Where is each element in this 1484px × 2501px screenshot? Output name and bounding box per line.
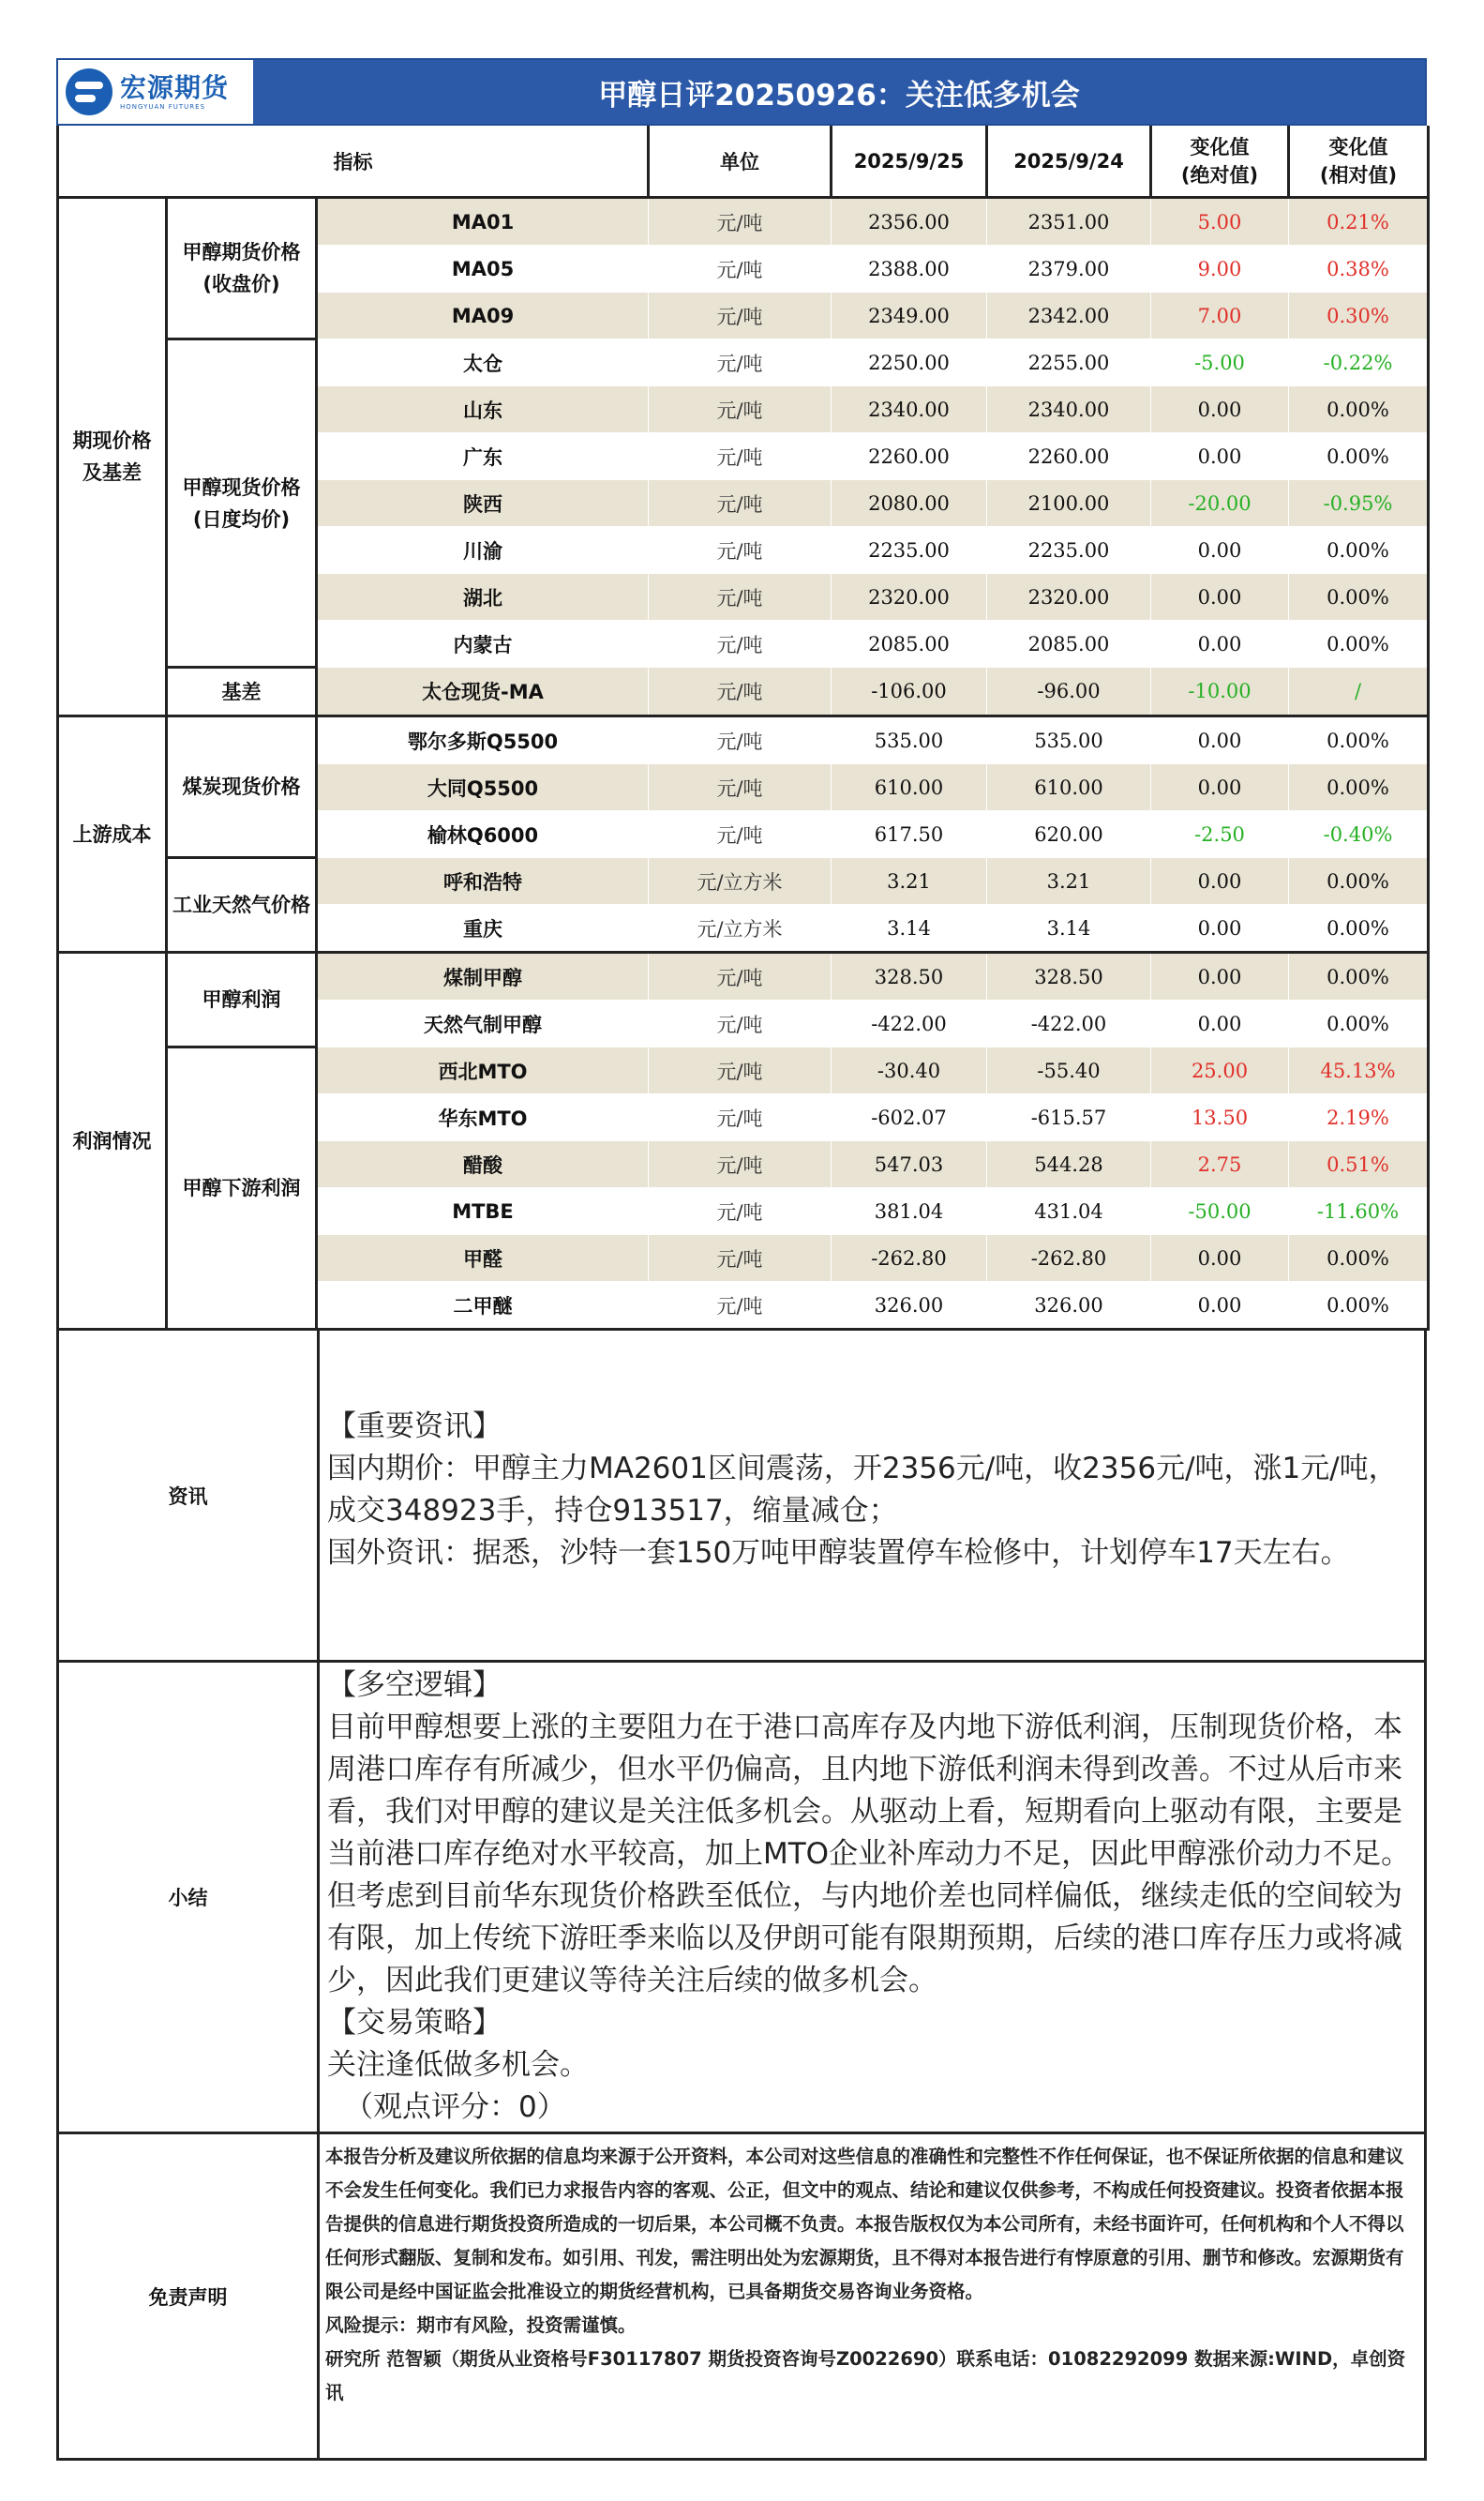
row-value-date1: 3.21 [832,858,987,905]
row-value-date2: -55.40 [987,1047,1151,1094]
row-value-date1: -602.07 [832,1094,987,1141]
row-rel-change: -0.22% [1289,339,1429,386]
row-abs-change: 7.00 [1151,293,1289,339]
row-name: 湖北 [317,574,649,621]
row-abs-change: -20.00 [1151,480,1289,527]
row-value-date2: 620.00 [987,811,1151,858]
row-rel-change: 0.00% [1289,764,1429,811]
row-rel-change: -11.60% [1289,1188,1429,1235]
header-date2: 2025/9/24 [987,127,1151,198]
row-unit: 元/吨 [649,953,832,1001]
row-value-date2: 2100.00 [987,480,1151,527]
row-rel-change: -0.95% [1289,480,1429,527]
row-value-date1: 381.04 [832,1188,987,1235]
row-value-date1: 3.14 [832,905,987,953]
row-rel-change: -0.40% [1289,811,1429,858]
row-unit: 元/吨 [649,668,832,716]
row-value-date2: -262.80 [987,1235,1151,1282]
row-value-date2: 535.00 [987,716,1151,764]
row-abs-change: 0.00 [1151,527,1289,574]
row-abs-change: 0.00 [1151,905,1289,953]
row-unit: 元/吨 [649,386,832,433]
row-unit: 元/吨 [649,716,832,764]
row-abs-change: 5.00 [1151,198,1289,246]
row-value-date2: 2379.00 [987,246,1151,293]
row-unit: 元/吨 [649,574,832,621]
row-name: 太仓 [317,339,649,386]
row-value-date1: 2349.00 [832,293,987,339]
row-value-date2: -422.00 [987,1001,1151,1047]
row-unit: 元/立方米 [649,905,832,953]
row-value-date2: 3.21 [987,858,1151,905]
header-indicator: 指标 [58,127,649,198]
summary-line: 【多空逻辑】 [327,1668,502,1702]
row-rel-change: 0.00% [1289,621,1429,668]
row-name: 重庆 [317,905,649,953]
row-unit: 元/吨 [649,1282,832,1330]
row-value-date1: 2356.00 [832,198,987,246]
row-unit: 元/吨 [649,339,832,386]
row-name: 鄂尔多斯Q5500 [317,716,649,764]
subgroup-label: 甲醇下游利润 [167,1047,317,1330]
header-abs-change: 变化值 (绝对值) [1151,127,1289,198]
row-value-date1: 2085.00 [832,621,987,668]
row-unit: 元/吨 [649,1141,832,1188]
row-value-date1: 328.50 [832,953,987,1001]
row-name: 大同Q5500 [317,764,649,811]
row-value-date1: 2080.00 [832,480,987,527]
row-unit: 元/吨 [649,433,832,480]
row-value-date2: 2340.00 [987,386,1151,433]
row-value-date1: -262.80 [832,1235,987,1282]
subgroup-label: 工业天然气价格 [167,858,317,953]
row-name: 山东 [317,386,649,433]
row-unit: 元/吨 [649,246,832,293]
row-rel-change: 0.00% [1289,905,1429,953]
row-rel-change: 0.00% [1289,574,1429,621]
report-sheet [56,58,1427,2461]
disclaimer-text: 本报告分析及建议所依据的信息均来源于公开资料，本公司对这些信息的准确性和完整性不作任何保证，也不保证所依据的信息和建议不会发生任何变化。我们已力求报告内容的客观、公正，但文中的观点、结论和建议仅供参考，不构成任何投资建议。投资者依据本报告提供的信息进行期货投资所造成的一切后果，本公司概不负责。本报告版权仅为本公司所有，未经书面许可，任何机构和个人不得以任何形式翻版、复制和发布。如引用、刊发，需注明出处为宏源期货，且不得对本报告进行有悖原意的引用、删节和修改。宏源期货有限公司是经中国证监会批准设立的期货经营机构，已具备期货交易咨询业务资格。 [325,2146,1404,2302]
author-info: 研究所 范智颖（期货从业资格号F30117807 期货投资咨询号Z0022690）联系电话：01082292099 数据来源:WIND，卓创资讯 [325,2348,1406,2403]
row-rel-change: 0.00% [1289,433,1429,480]
row-value-date2: 2351.00 [987,198,1151,246]
row-abs-change: -5.00 [1151,339,1289,386]
row-rel-change: 0.00% [1289,858,1429,905]
row-abs-change: -2.50 [1151,811,1289,858]
row-value-date1: 617.50 [832,811,987,858]
row-value-date2: 544.28 [987,1141,1151,1188]
row-abs-change: 0.00 [1151,433,1289,480]
row-rel-change: / [1289,668,1429,716]
title-bar [56,58,1427,126]
row-unit: 元/吨 [649,811,832,858]
row-unit: 元/吨 [649,480,832,527]
row-value-date2: 610.00 [987,764,1151,811]
row-rel-change: 0.00% [1289,1282,1429,1330]
row-unit: 元/吨 [649,527,832,574]
row-value-date2: 2342.00 [987,293,1151,339]
row-abs-change: 13.50 [1151,1094,1289,1141]
summary-section [56,1663,1427,2134]
row-abs-change: 0.00 [1151,574,1289,621]
table-row [58,668,1429,716]
row-abs-change: 2.75 [1151,1141,1289,1188]
row-value-date1: 547.03 [832,1141,987,1188]
row-name: 陕西 [317,480,649,527]
row-abs-change: 0.00 [1151,1001,1289,1047]
row-abs-change: 9.00 [1151,246,1289,293]
row-abs-change: 0.00 [1151,386,1289,433]
news-line: 国外资讯：据悉，沙特一套150万吨甲醇装置停车检修中，计划停车17天左右。 [327,1536,1350,1570]
row-rel-change: 0.00% [1289,1001,1429,1047]
row-abs-change: 0.00 [1151,953,1289,1001]
row-value-date2: 431.04 [987,1188,1151,1235]
summary-line: 目前甲醇想要上涨的主要阻力在于港口高库存及内地下游低利润，压制现货价格，本周港口库存有所减少，但水平仍偏高，且内地下游低利润未得到改善。不过从后市来看，我们对甲醇的建议是关注低多机会。从驱动上看，短期看向上驱动有限，主要是当前港口库存绝对水平较高，加上MTO企业补库动力不足，因此甲醇涨价动力不足。但考虑到目前华东现货价格跌至低位，与内地价差也同样偏低，继续走低的空间较为有限，加上传统下游旺季来临以及伊朗可能有限期预期，后续的港口库存压力或将减少，因此我们更建议等待关注后续的做多机会。 [327,1710,1411,1997]
row-value-date1: 535.00 [832,716,987,764]
row-unit: 元/吨 [649,293,832,339]
row-value-date2: 2235.00 [987,527,1151,574]
row-value-date2: 328.50 [987,953,1151,1001]
row-rel-change: 0.00% [1289,1235,1429,1282]
row-value-date2: 2320.00 [987,574,1151,621]
row-name: MTBE [317,1188,649,1235]
row-value-date2: -96.00 [987,668,1151,716]
row-value-date2: 2255.00 [987,339,1151,386]
logo-text: 宏源期货 [120,72,230,103]
summary-line: （观点评分：0） [344,2090,566,2124]
row-name: MA05 [317,246,649,293]
header-rel-change: 变化值 (相对值) [1289,127,1429,198]
row-value-date1: 2235.00 [832,527,987,574]
table-row [58,858,1429,905]
subgroup-label: 甲醇利润 [167,953,317,1047]
row-value-date2: 2260.00 [987,433,1151,480]
news-line: 【重要资讯】 [327,1409,502,1443]
row-abs-change: 0.00 [1151,764,1289,811]
disclaimer-content [320,2134,1424,2458]
row-name: 天然气制甲醇 [317,1001,649,1047]
row-abs-change: 0.00 [1151,621,1289,668]
row-name: 呼和浩特 [317,858,649,905]
row-unit: 元/吨 [649,1094,832,1141]
row-name: 煤制甲醇 [317,953,649,1001]
row-rel-change: 0.38% [1289,246,1429,293]
row-name: 太仓现货-MA [317,668,649,716]
row-rel-change: 0.00% [1289,527,1429,574]
indicator-table [56,126,1430,1331]
row-rel-change: 45.13% [1289,1047,1429,1094]
row-abs-change: 25.00 [1151,1047,1289,1094]
row-value-date1: 326.00 [832,1282,987,1330]
row-rel-change: 0.30% [1289,293,1429,339]
news-content [320,1331,1424,1660]
row-name: 西北MTO [317,1047,649,1094]
row-rel-change: 0.51% [1289,1141,1429,1188]
table-row [58,1047,1429,1094]
subgroup-label: 基差 [167,668,317,716]
row-value-date1: 2320.00 [832,574,987,621]
row-value-date1: 610.00 [832,764,987,811]
subgroup-label: 甲醇期货价格 (收盘价) [167,198,317,339]
row-value-date1: 2388.00 [832,246,987,293]
row-value-date2: 2085.00 [987,621,1151,668]
row-unit: 元/吨 [649,1235,832,1282]
row-value-date1: -422.00 [832,1001,987,1047]
row-name: 醋酸 [317,1141,649,1188]
row-rel-change: 0.00% [1289,716,1429,764]
row-rel-change: 2.19% [1289,1094,1429,1141]
row-unit: 元/吨 [649,1047,832,1094]
row-rel-change: 0.00% [1289,386,1429,433]
row-rel-change: 0.21% [1289,198,1429,246]
group-label: 上游成本 [58,716,167,953]
summary-line: 关注逢低做多机会。 [327,2048,589,2082]
summary-content [320,1663,1424,2132]
row-value-date1: -30.40 [832,1047,987,1094]
row-unit: 元/吨 [649,1001,832,1047]
row-abs-change: -10.00 [1151,668,1289,716]
table-body [58,198,1429,1330]
row-unit: 元/吨 [649,764,832,811]
row-value-date1: 2250.00 [832,339,987,386]
table-row [58,716,1429,764]
row-value-date2: 326.00 [987,1282,1151,1330]
table-row [58,339,1429,386]
table-row [58,198,1429,246]
row-name: 榆林Q6000 [317,811,649,858]
row-abs-change: 0.00 [1151,1235,1289,1282]
subgroup-label: 甲醇现货价格 (日度均价) [167,339,317,668]
logo-subtext: HONGYUAN FUTURES [120,103,206,111]
row-name: MA09 [317,293,649,339]
row-value-date1: 2340.00 [832,386,987,433]
row-value-date1: 2260.00 [832,433,987,480]
row-name: 广东 [317,433,649,480]
hongyuan-logo-icon [66,68,112,115]
header-date1: 2025/9/25 [832,127,987,198]
disclaimer-label: 免责声明 [59,2134,320,2458]
brand-logo [58,60,253,124]
row-name: 甲醛 [317,1235,649,1282]
header-unit: 单位 [649,127,832,198]
table-row [58,953,1429,1001]
table-header-row [58,127,1429,198]
row-name: 内蒙古 [317,621,649,668]
row-value-date2: -615.57 [987,1094,1151,1141]
news-line: 国内期价：甲醇主力MA2601区间震荡，开2356元/吨，收2356元/吨，涨1元/吨，成交348923手，持仓913517，缩量减仓； [327,1452,1398,1528]
row-name: 川渝 [317,527,649,574]
row-unit: 元/吨 [649,1188,832,1235]
row-abs-change: 0.00 [1151,858,1289,905]
risk-warning: 风险提示：期市有风险，投资需谨慎。 [325,2314,637,2336]
group-label: 利润情况 [58,953,167,1330]
subgroup-label: 煤炭现货价格 [167,716,317,858]
row-name: 华东MTO [317,1094,649,1141]
row-name: 二甲醚 [317,1282,649,1330]
row-unit: 元/立方米 [649,858,832,905]
summary-label: 小结 [59,1663,320,2132]
row-value-date1: -106.00 [832,668,987,716]
disclaimer-section [56,2134,1427,2461]
row-name: MA01 [317,198,649,246]
row-abs-change: 0.00 [1151,716,1289,764]
row-abs-change: 0.00 [1151,1282,1289,1330]
row-abs-change: -50.00 [1151,1188,1289,1235]
row-unit: 元/吨 [649,621,832,668]
report-title: 甲醇日评20250926：关注低多机会 [253,60,1425,124]
group-label: 期现价格 及基差 [58,198,167,716]
news-label: 资讯 [59,1331,320,1660]
news-section [56,1331,1427,1663]
summary-line: 【交易策略】 [327,2006,502,2040]
row-unit: 元/吨 [649,198,832,246]
row-value-date2: 3.14 [987,905,1151,953]
row-rel-change: 0.00% [1289,953,1429,1001]
